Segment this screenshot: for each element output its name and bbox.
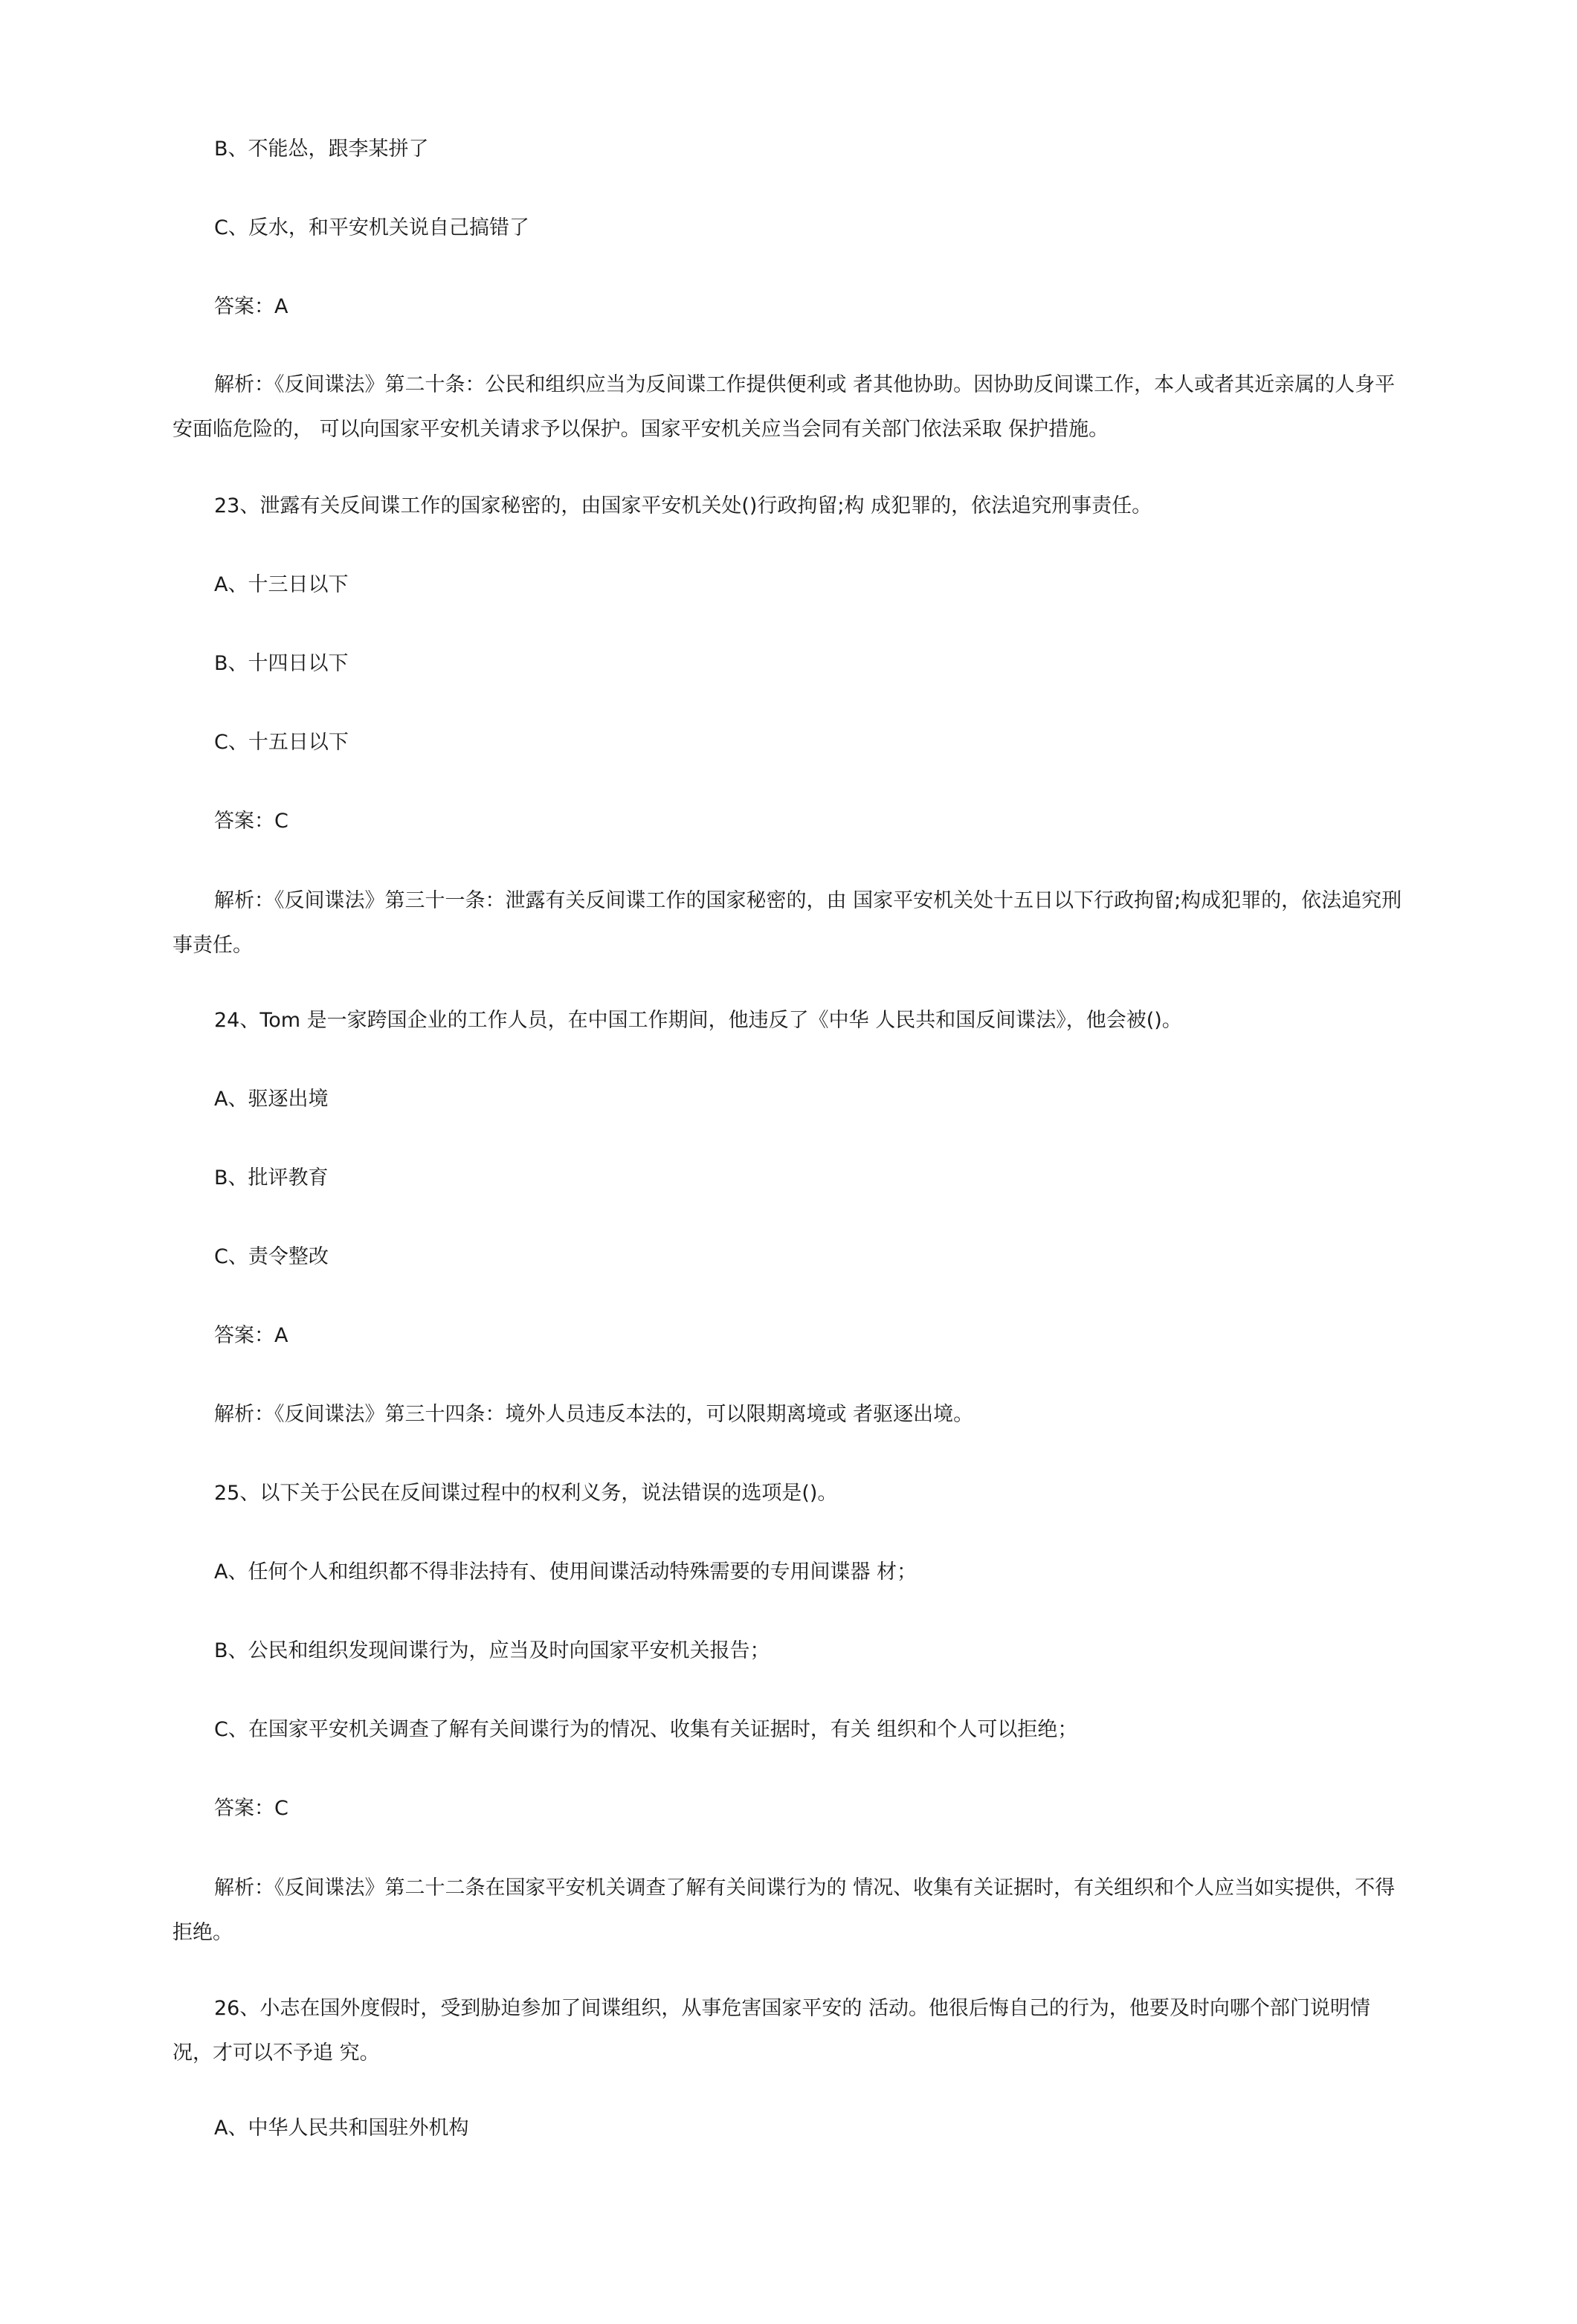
q24-option-b: B、批评教育 [214, 1166, 329, 1190]
q26-option-a: A、中华人民共和国驻外机构 [214, 2117, 469, 2140]
q23-answer: 答案：C [214, 810, 288, 833]
q23-option-b: B、十四日以下 [214, 652, 349, 675]
q24-answer: 答案：A [214, 1324, 288, 1347]
q24-analysis: 解析：《反间谍法》第三十四条：境外人员违反本法的，可以限期离境或 者驱逐出境。 [214, 1403, 974, 1426]
q22-option-c: C、反水，和平安机关说自己搞错了 [214, 216, 529, 239]
q23-analysis: 解析：《反间谍法》第三十一条：泄露有关反间谍工作的国家秘密的，由 国家平安机关处十五日以下行政拘留;构成犯罪的，依法追究刑事责任。 [172, 889, 1402, 957]
q26-question: 26、小志在国外度假时，受到胁迫参加了间谍组织，从事危害国家平安的 活动。他很后悔自己的行为，他要及时向哪个部门说明情况，才可以不予追 究。 [172, 1997, 1370, 2065]
q24-option-c: C、责令整改 [214, 1245, 329, 1268]
q25-option-b: B、公民和组织发现间谍行为，应当及时向国家平安机关报告； [214, 1639, 770, 1662]
q25-question: 25、以下关于公民在反间谍过程中的权利义务，说法错误的选项是()。 [214, 1482, 838, 1505]
q22-analysis: 解析：《反间谍法》第二十条：公民和组织应当为反间谍工作提供便利或 者其他协助。因协助反间谍工作，本人或者其近亲属的人身平安面临危险的， 可以向国家平安机关请求予以保护。国家平安机关应当会同有关部门依法采取 保护措施。 [172, 373, 1396, 441]
q22-answer: 答案：A [214, 295, 288, 318]
q23-question: 23、泄露有关反间谍工作的国家秘密的，由国家平安机关处()行政拘留;构 成犯罪的，依法追究刑事责任。 [214, 494, 1152, 517]
q24-question: 24、Tom 是一家跨国企业的工作人员，在中国工作期间，他违反了《中华 人民共和国反间谍法》，他会被()。 [214, 1009, 1182, 1032]
q23-option-c: C、十五日以下 [214, 731, 349, 754]
q25-option-c: C、在国家平安机关调查了解有关间谍行为的情况、收集有关证据时，有关 组织和个人可以拒绝； [214, 1718, 1078, 1741]
q25-analysis: 解析：《反间谍法》第二十二条在国家平安机关调查了解有关间谍行为的 情况、收集有关证据时，有关组织和个人应当如实提供，不得拒绝。 [172, 1876, 1396, 1944]
q23-option-a: A、十三日以下 [214, 573, 349, 596]
q25-option-a: A、任何个人和组织都不得非法持有、使用间谍活动特殊需要的专用间谍器 材； [214, 1560, 918, 1584]
q24-option-a: A、驱逐出境 [214, 1088, 329, 1111]
q25-answer: 答案：C [214, 1797, 288, 1820]
q22-option-b: B、不能怂，跟李某拼了 [214, 138, 429, 161]
